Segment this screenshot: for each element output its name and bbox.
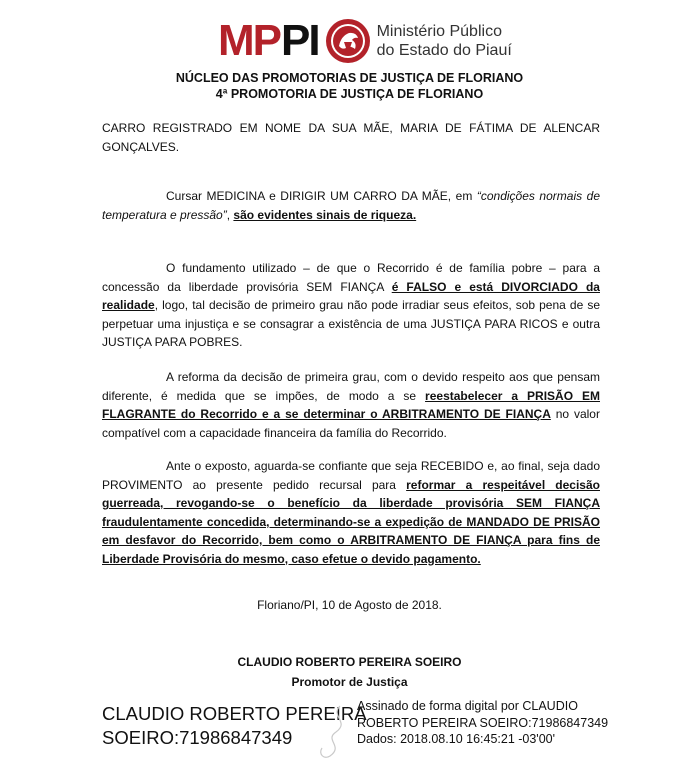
paragraph-4-text-a: A reforma da decisão de primeira grau, com o devido respeito aos que pensam diferente, é medida que se impões, de modo a se xyxy=(102,370,600,403)
logo-mp-text: MP xyxy=(218,16,280,65)
digital-signature-name-line-2: SOEIRO:71986847349 xyxy=(102,727,293,748)
organization-name xyxy=(377,22,512,60)
digital-signature-name-line-1: CLAUDIO ROBERTO PEREIRA xyxy=(102,703,367,724)
digital-signature-detail-line-3: Dados: 2018.08.10 16:45:21 -03'00' xyxy=(357,732,555,746)
digital-signature-detail-line-2: ROBERTO PEREIRA SOEIRO:71986847349 xyxy=(357,715,609,730)
paragraph-3-text-a: O fundamento utilizado – de que o Recorrido é de família pobre – para a concessão da liberdade provisória SEM FIANÇA xyxy=(102,261,600,294)
logo-pi-text: PI xyxy=(281,16,319,65)
paragraph-5-text-a: Ante o exposto, aguarda-se confiante que seja RECEBIDO e, ao final, seja dado PROVIMENTO ao presente pedido recursal para xyxy=(102,459,600,492)
signatory-name: CLAUDIO ROBERTO PEREIRA SOEIRO xyxy=(237,655,462,669)
digital-signature-details xyxy=(357,698,608,748)
org-line-2: do Estado do Piauí xyxy=(376,42,512,59)
paragraph-2-text-a: Cursar MEDICINA e DIRIGIR UM CARRO DA MÃE, em xyxy=(166,189,477,203)
signatory-role: Promotor de Justiça xyxy=(291,675,408,689)
header-title-line-1: NÚCLEO DAS PROMOTORIAS DE JUSTIÇA DE FLORIANO xyxy=(175,71,524,85)
signature-scrawl-icon xyxy=(300,702,360,762)
paragraph-3-emphasis: é FALSO e está DIVORCIADO da realidade xyxy=(102,279,600,312)
paragraph-5-emphasis: reformar a respeitável decisão guerreada, revogando-se o benefício da liberdade provisória SEM FIANÇA fraudulentamente concedida, determinando-se a expedição de MANDADO DE PRISÃO em desfavor do Recorrido, bem como o ARBITRAMENTO DE FIANÇA para fins de Liberdade Provisória do mesmo, caso efetue o devido pagamento. xyxy=(102,477,600,566)
paragraph-1: CARRO REGISTRADO EM NOME DA SUA MÃE, MARIA DE FÁTIMA DE ALENCAR GONÇALVES. xyxy=(102,121,600,154)
paragraph-4 xyxy=(102,368,600,442)
org-line-1: Ministério Público xyxy=(376,23,502,40)
paragraph-2-quote: “condições normais de temperatura e pressão” xyxy=(102,189,600,222)
paragraph-3 xyxy=(102,259,600,352)
date-line: Floriano/PI, 10 de Agosto de 2018. xyxy=(257,598,442,612)
paragraph-4-emphasis: reestabelecer a PRISÃO EM FLAGRANTE do Recorrido e a se determinar o ARBITRAMENTO DE FIANÇA xyxy=(102,388,600,421)
paragraph-3-text-c: , logo, tal decisão de primeiro grau não pode irradiar seus efeitos, sob pena de se perpetuar uma injustiça e se consagrar a existência de uma JUSTIÇA PARA RICOS e outra JUSTIÇA PARA POBRES. xyxy=(102,298,600,349)
paragraph-2-emphasis: são evidentes sinais de riqueza. xyxy=(233,207,417,222)
digital-signature-detail-line-1: Assinado de forma digital por CLAUDIO xyxy=(357,699,578,713)
paragraph-4-text-c: no valor compatível com a capacidade financeira da família do Recorrido. xyxy=(102,407,600,440)
mppi-logo xyxy=(218,16,512,66)
paragraph-2 xyxy=(102,187,600,224)
paragraph-2-text-c: , xyxy=(226,207,234,222)
mppi-seal-icon xyxy=(325,18,371,64)
header-title-line-2: 4ª PROMOTORIA DE JUSTIÇA DE FLORIANO xyxy=(215,87,484,101)
paragraph-5 xyxy=(102,457,600,568)
